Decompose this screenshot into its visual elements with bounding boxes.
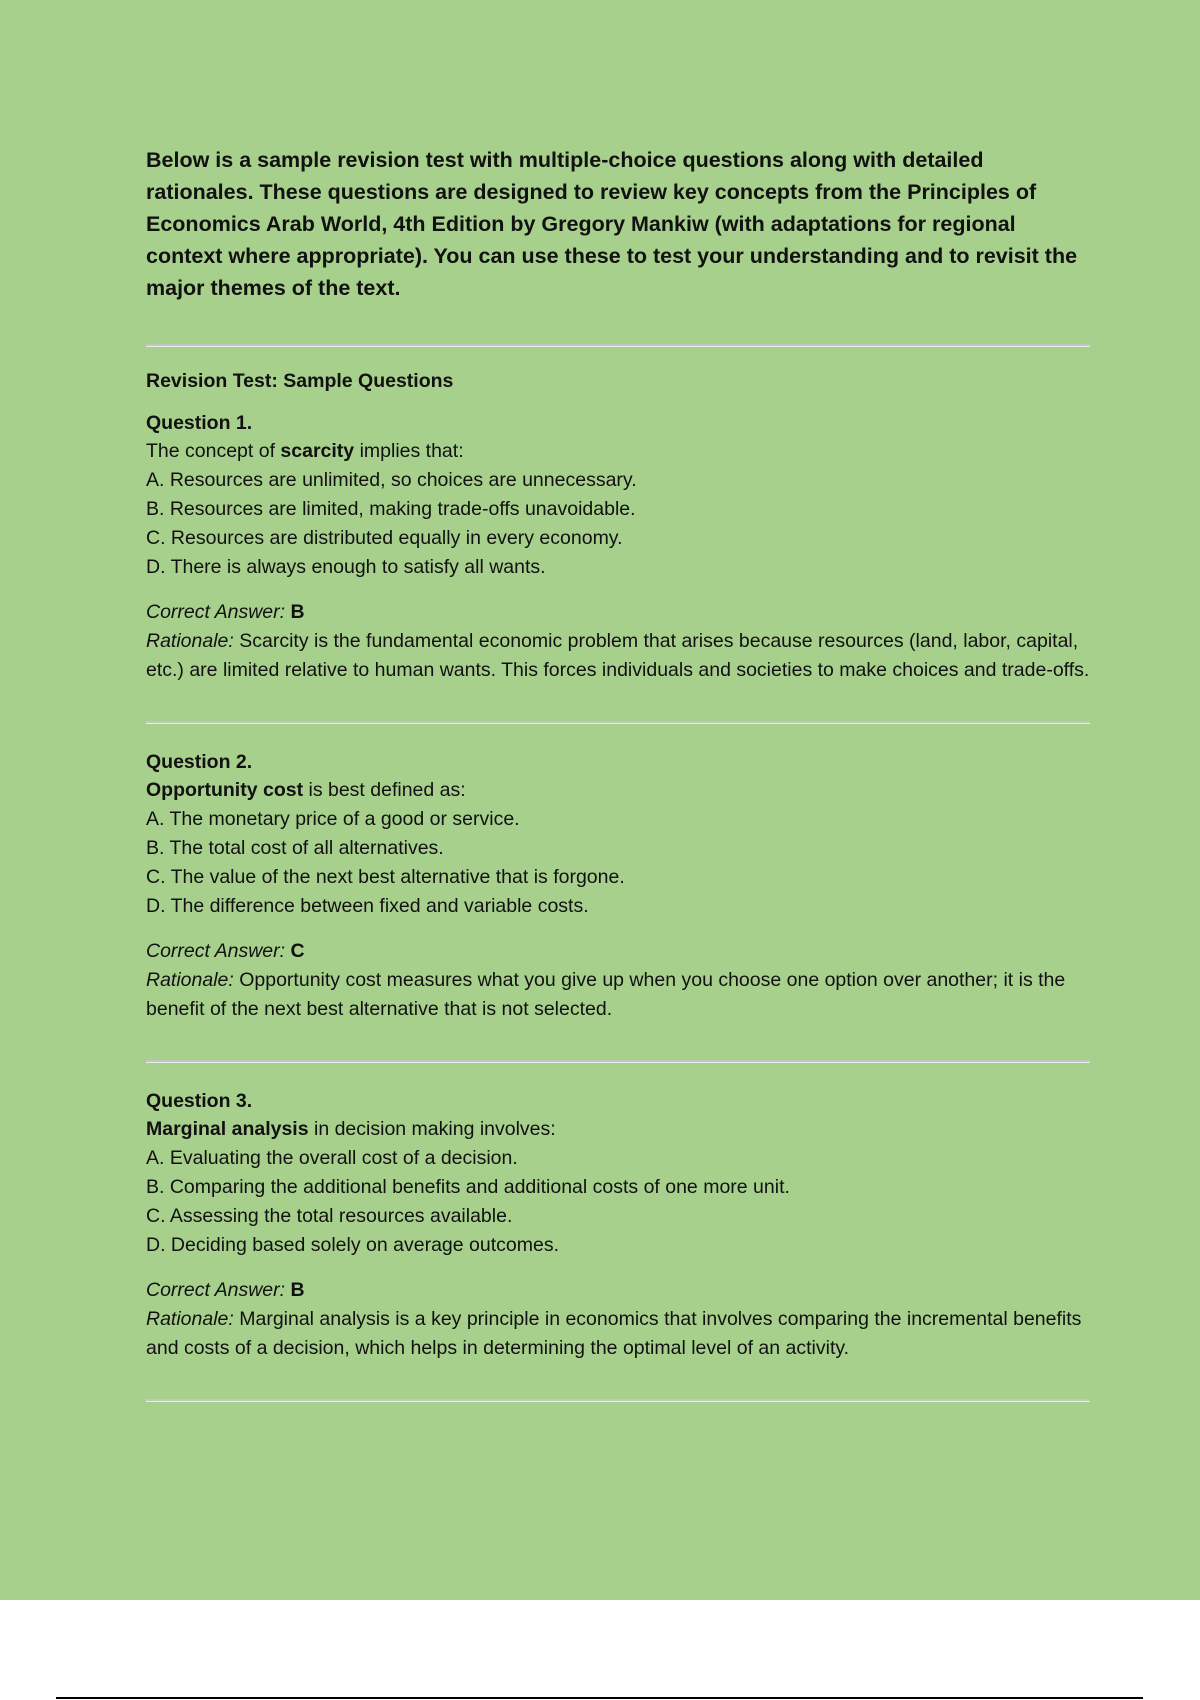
key-term: Opportunity cost [146,779,304,801]
question-block [146,1087,1090,1363]
answer-option: B. Comparing the additional benefits and additional costs of one more unit. [146,1176,790,1198]
question-title: Question 3. [146,1090,253,1112]
answer-option: A. Evaluating the overall cost of a decision. [146,1147,518,1169]
answer-option: A. The monetary price of a good or service. [146,808,520,830]
answer-option: D. Deciding based solely on average outcomes. [146,1234,559,1256]
section-heading: Revision Test: Sample Questions [146,370,454,392]
divider [146,344,1090,347]
answer-option: A. Resources are unlimited, so choices are unnecessary. [146,469,637,491]
rationale: Rationale: Marginal analysis is a key principle in economics that involves comparing the incremental benefits and costs of a decision, which helps in determining the optimal level of an activity. [146,1308,1082,1359]
key-term: scarcity [280,440,355,462]
answer-letter: C [290,940,305,962]
question-title: Question 2. [146,751,253,773]
rationale: Rationale: Scarcity is the fundamental economic problem that arises because resources (land, labor, capital, etc.) are limited relative to human wants. This forces individuals and societies to make choices and trade-offs. [146,630,1090,681]
document-content [146,144,1090,1402]
question-stem: Opportunity cost is best defined as: [146,779,466,801]
question-stem: Marginal analysis in decision making involves: [146,1118,556,1140]
divider [146,1060,1090,1063]
footer-rule [56,1697,1143,1699]
answer-option: B. Resources are limited, making trade-offs unavoidable. [146,498,636,520]
question-block [146,748,1090,1024]
intro-paragraph: Below is a sample revision test with multiple-choice questions along with detailed rationales. These questions are designed to review key concepts from the Principles of Economics Arab World, 4th Edition by Gregory Mankiw (with adaptations for regional context where appropriate). You can use these to test your understanding and to revisit the major themes of the text. [146,148,1078,300]
answer-option: D. There is always enough to satisfy all wants. [146,556,546,578]
divider [146,721,1090,724]
answer-option: D. The difference between fixed and variable costs. [146,895,589,917]
rationale-text: Marginal analysis is a key principle in economics that involves comparing the incremental benefits and costs of a decision, which helps in determining the optimal level of an activity. [146,1308,1082,1359]
correct-answer: Correct Answer: C [146,940,305,962]
answer-option: C. Resources are distributed equally in every economy. [146,527,623,549]
rationale: Rationale: Opportunity cost measures what you give up when you choose one option over another; it is the benefit of the next best alternative that is not selected. [146,969,1066,1020]
rationale-text: Scarcity is the fundamental economic problem that arises because resources (land, labor, capital, etc.) are limited relative to human wants. This forces individuals and societies to make choices and trade-offs. [146,630,1090,681]
question-title: Question 1. [146,412,253,434]
correct-answer: Correct Answer: B [146,1279,305,1301]
rationale-text: Opportunity cost measures what you give up when you choose one option over another; it is the benefit of the next best alternative that is not selected. [146,969,1066,1020]
answer-option: C. The value of the next best alternative that is forgone. [146,866,625,888]
question-stem: The concept of scarcity implies that: [146,440,464,462]
key-term: Marginal analysis [146,1118,309,1140]
answer-option: B. The total cost of all alternatives. [146,837,444,859]
answer-letter: B [290,1279,305,1301]
question-block [146,409,1090,685]
correct-answer: Correct Answer: B [146,601,305,623]
answer-letter: B [290,601,305,623]
divider [146,1399,1090,1402]
answer-option: C. Assessing the total resources available. [146,1205,513,1227]
